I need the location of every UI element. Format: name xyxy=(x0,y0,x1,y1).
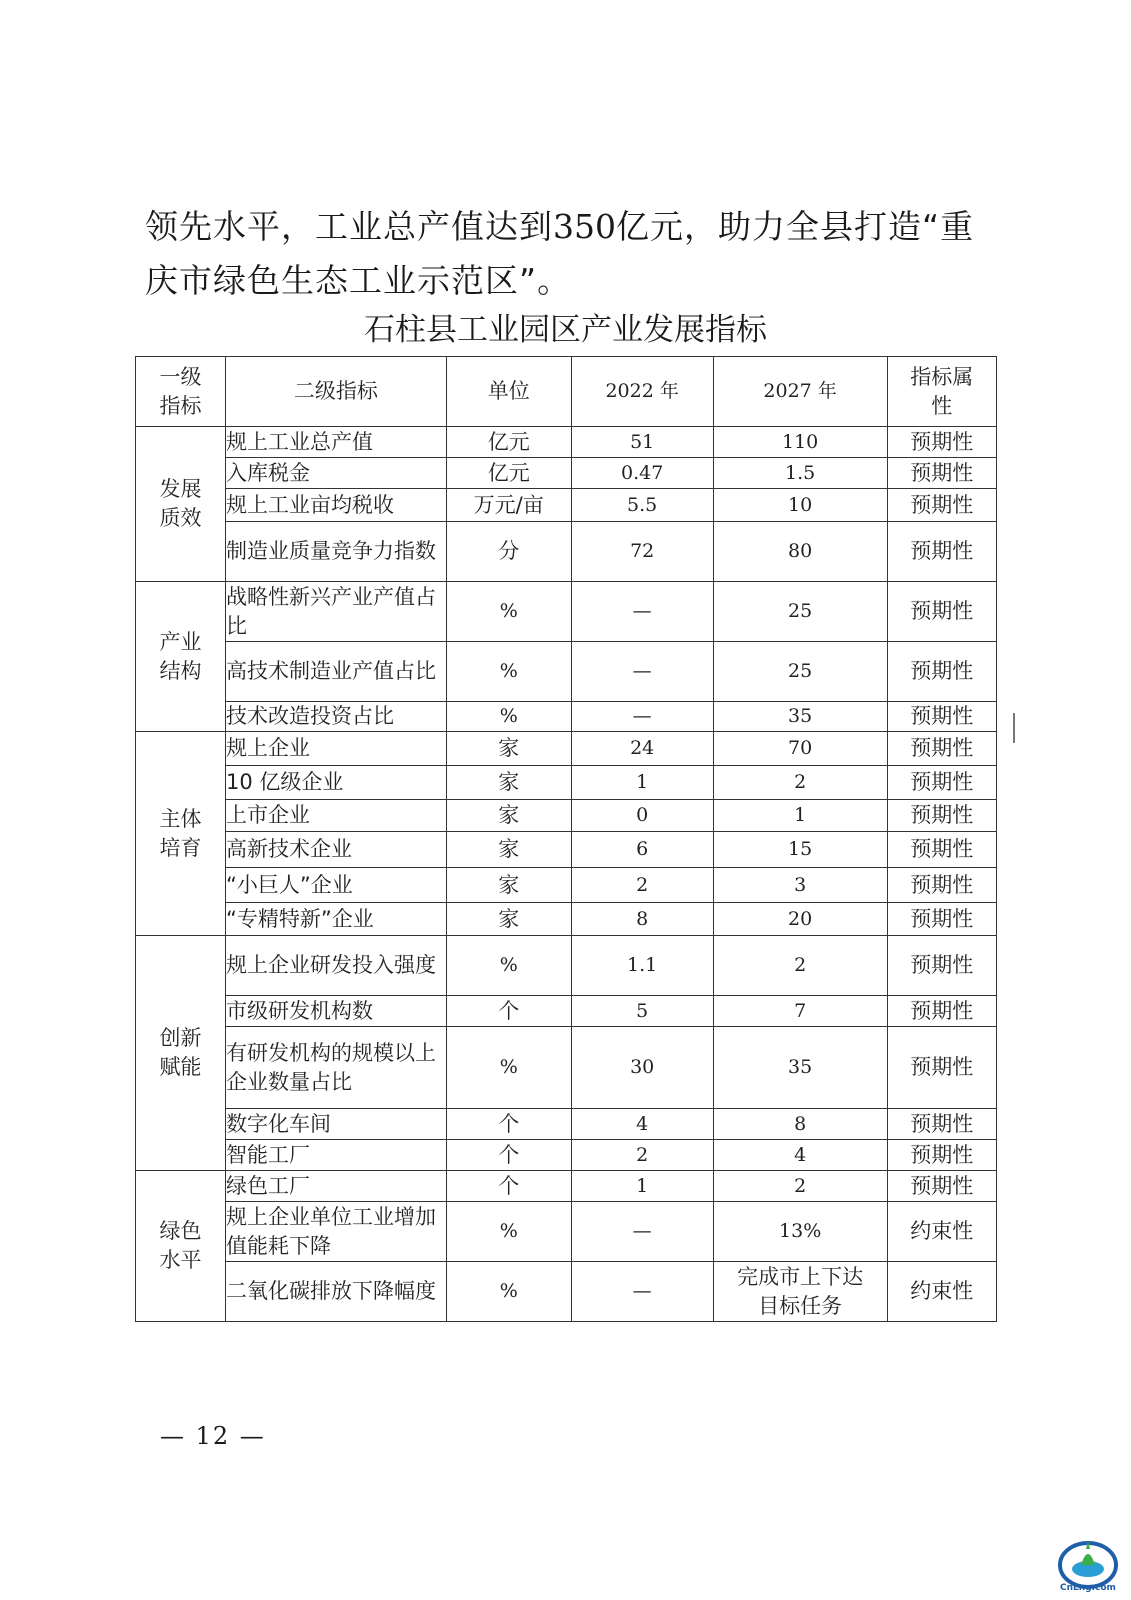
level2-indicator: 战略性新兴产业产值占比 xyxy=(225,582,446,642)
value-2027: 8 xyxy=(713,1109,887,1140)
value-2027: 1.5 xyxy=(713,458,887,489)
table-row xyxy=(136,1027,997,1109)
unit-cell: 亿元 xyxy=(446,458,571,489)
level1-indicator: 主体培育 xyxy=(136,732,226,936)
unit-cell: 分 xyxy=(446,522,571,582)
attribute-cell: 预期性 xyxy=(887,1171,996,1202)
value-2022: 5.5 xyxy=(571,489,713,522)
level2-indicator: 市级研发机构数 xyxy=(225,996,446,1027)
unit-cell: 万元/亩 xyxy=(446,489,571,522)
level2-indicator: 二氧化碳排放下降幅度 xyxy=(225,1262,446,1322)
value-2027: 完成市上下达目标任务 xyxy=(713,1262,887,1322)
level2-indicator: 规上企业单位工业增加值能耗下降 xyxy=(225,1202,446,1262)
value-2022: 0 xyxy=(571,800,713,832)
table-row xyxy=(136,522,997,582)
value-2022: 1.1 xyxy=(571,936,713,996)
value-2027: 7 xyxy=(713,996,887,1027)
unit-cell: % xyxy=(446,1202,571,1262)
value-2027: 25 xyxy=(713,582,887,642)
level2-indicator: 上市企业 xyxy=(225,800,446,832)
value-2027: 70 xyxy=(713,732,887,766)
table-row xyxy=(136,766,997,800)
value-2022: 6 xyxy=(571,832,713,868)
unit-cell: 家 xyxy=(446,766,571,800)
header-unit: 单位 xyxy=(446,357,571,427)
attribute-cell: 预期性 xyxy=(887,903,996,936)
attribute-cell: 预期性 xyxy=(887,936,996,996)
level2-indicator: 智能工厂 xyxy=(225,1140,446,1171)
value-2027: 3 xyxy=(713,868,887,903)
header-2022: 2022 年 xyxy=(571,357,713,427)
value-2027: 1 xyxy=(713,800,887,832)
unit-cell: 家 xyxy=(446,868,571,903)
value-2027: 110 xyxy=(713,427,887,458)
table-row xyxy=(136,1202,997,1262)
level1-indicator: 创新赋能 xyxy=(136,936,226,1171)
level2-indicator: 制造业质量竞争力指数 xyxy=(225,522,446,582)
attribute-cell: 预期性 xyxy=(887,1027,996,1109)
table-header-row xyxy=(136,357,997,427)
value-2027: 80 xyxy=(713,522,887,582)
table-row xyxy=(136,1262,997,1322)
page-number: — 12 — xyxy=(160,1422,266,1450)
level2-indicator: 规上企业 xyxy=(225,732,446,766)
unit-cell: 个 xyxy=(446,1171,571,1202)
unit-cell: 家 xyxy=(446,903,571,936)
level2-indicator: 技术改造投资占比 xyxy=(225,702,446,732)
attribute-cell: 预期性 xyxy=(887,766,996,800)
value-2022: 8 xyxy=(571,903,713,936)
unit-cell: 个 xyxy=(446,996,571,1027)
value-2027: 35 xyxy=(713,1027,887,1109)
level2-indicator: 高技术制造业产值占比 xyxy=(225,642,446,702)
value-2027: 25 xyxy=(713,642,887,702)
value-2022: 1 xyxy=(571,766,713,800)
level1-indicator: 发展质效 xyxy=(136,427,226,582)
attribute-cell: 预期性 xyxy=(887,1109,996,1140)
table-row xyxy=(136,427,997,458)
level2-indicator: 入库税金 xyxy=(225,458,446,489)
unit-cell: 家 xyxy=(446,800,571,832)
value-2027: 4 xyxy=(713,1140,887,1171)
value-2022: 4 xyxy=(571,1109,713,1140)
unit-cell: 家 xyxy=(446,732,571,766)
attribute-cell: 预期性 xyxy=(887,868,996,903)
paragraph-number: 350 xyxy=(553,207,616,246)
header-level1: 一级指标 xyxy=(136,357,226,427)
paragraph-part2: 亿元，助力全县打造“重庆市绿色生态工业示范区”。 xyxy=(145,207,975,300)
header-2027: 2027 年 xyxy=(713,357,887,427)
indicator-table xyxy=(135,356,997,1322)
unit-cell: 个 xyxy=(446,1140,571,1171)
table-row xyxy=(136,996,997,1027)
attribute-cell: 约束性 xyxy=(887,1202,996,1262)
table-row xyxy=(136,832,997,868)
table-row xyxy=(136,936,997,996)
unit-cell: 个 xyxy=(446,1109,571,1140)
attribute-cell: 预期性 xyxy=(887,522,996,582)
paragraph-part1: 领先水平，工业总产值达到 xyxy=(145,207,553,246)
logo-text: CnLng.com xyxy=(1060,1583,1116,1593)
table-row xyxy=(136,458,997,489)
unit-cell: % xyxy=(446,582,571,642)
level2-indicator: “小巨人”企业 xyxy=(225,868,446,903)
attribute-cell: 约束性 xyxy=(887,1262,996,1322)
value-2027: 2 xyxy=(713,936,887,996)
table-title: 石柱县工业园区产业发展指标 xyxy=(364,312,767,348)
level2-indicator: 规上工业总产值 xyxy=(225,427,446,458)
value-2022: — xyxy=(571,702,713,732)
value-2022: 5 xyxy=(571,996,713,1027)
value-2022: 2 xyxy=(571,1140,713,1171)
level2-indicator: 绿色工厂 xyxy=(225,1171,446,1202)
attribute-cell: 预期性 xyxy=(887,582,996,642)
attribute-cell: 预期性 xyxy=(887,1140,996,1171)
unit-cell: % xyxy=(446,702,571,732)
level2-indicator: “专精特新”企业 xyxy=(225,903,446,936)
table-row xyxy=(136,642,997,702)
level1-indicator: 绿色水平 xyxy=(136,1171,226,1322)
table-row xyxy=(136,903,997,936)
unit-cell: 家 xyxy=(446,832,571,868)
value-2022: — xyxy=(571,1202,713,1262)
table-row xyxy=(136,1140,997,1171)
attribute-cell: 预期性 xyxy=(887,458,996,489)
value-2027: 13% xyxy=(713,1202,887,1262)
value-2022: — xyxy=(571,582,713,642)
text-cursor-mark xyxy=(1013,713,1015,743)
unit-cell: % xyxy=(446,1262,571,1322)
level2-indicator: 数字化车间 xyxy=(225,1109,446,1140)
attribute-cell: 预期性 xyxy=(887,996,996,1027)
table-row xyxy=(136,1109,997,1140)
level2-indicator: 有研发机构的规模以上企业数量占比 xyxy=(225,1027,446,1109)
value-2022: 30 xyxy=(571,1027,713,1109)
unit-cell: % xyxy=(446,642,571,702)
header-level2: 二级指标 xyxy=(225,357,446,427)
level2-indicator: 高新技术企业 xyxy=(225,832,446,868)
value-2022: 0.47 xyxy=(571,458,713,489)
table-row xyxy=(136,868,997,903)
level1-indicator: 产业结构 xyxy=(136,582,226,732)
level2-indicator: 10 亿级企业 xyxy=(225,766,446,800)
value-2027: 15 xyxy=(713,832,887,868)
attribute-cell: 预期性 xyxy=(887,832,996,868)
table-row xyxy=(136,702,997,732)
value-2022: 24 xyxy=(571,732,713,766)
table-body xyxy=(136,427,997,1322)
value-2027: 20 xyxy=(713,903,887,936)
value-2022: 51 xyxy=(571,427,713,458)
value-2022: 72 xyxy=(571,522,713,582)
unit-cell: % xyxy=(446,936,571,996)
attribute-cell: 预期性 xyxy=(887,642,996,702)
table-row xyxy=(136,1171,997,1202)
value-2022: — xyxy=(571,1262,713,1322)
value-2027: 35 xyxy=(713,702,887,732)
value-2022: — xyxy=(571,642,713,702)
unit-cell: 亿元 xyxy=(446,427,571,458)
header-attribute: 指标属性 xyxy=(887,357,996,427)
table-row xyxy=(136,800,997,832)
level2-indicator: 规上企业研发投入强度 xyxy=(225,936,446,996)
body-paragraph xyxy=(145,200,1005,308)
attribute-cell: 预期性 xyxy=(887,702,996,732)
value-2027: 10 xyxy=(713,489,887,522)
unit-cell: % xyxy=(446,1027,571,1109)
value-2027: 2 xyxy=(713,1171,887,1202)
value-2022: 1 xyxy=(571,1171,713,1202)
attribute-cell: 预期性 xyxy=(887,732,996,766)
table-row xyxy=(136,582,997,642)
value-2027: 2 xyxy=(713,766,887,800)
level2-indicator: 规上工业亩均税收 xyxy=(225,489,446,522)
table-row xyxy=(136,732,997,766)
table-row xyxy=(136,489,997,522)
value-2022: 2 xyxy=(571,868,713,903)
attribute-cell: 预期性 xyxy=(887,800,996,832)
attribute-cell: 预期性 xyxy=(887,427,996,458)
attribute-cell: 预期性 xyxy=(887,489,996,522)
